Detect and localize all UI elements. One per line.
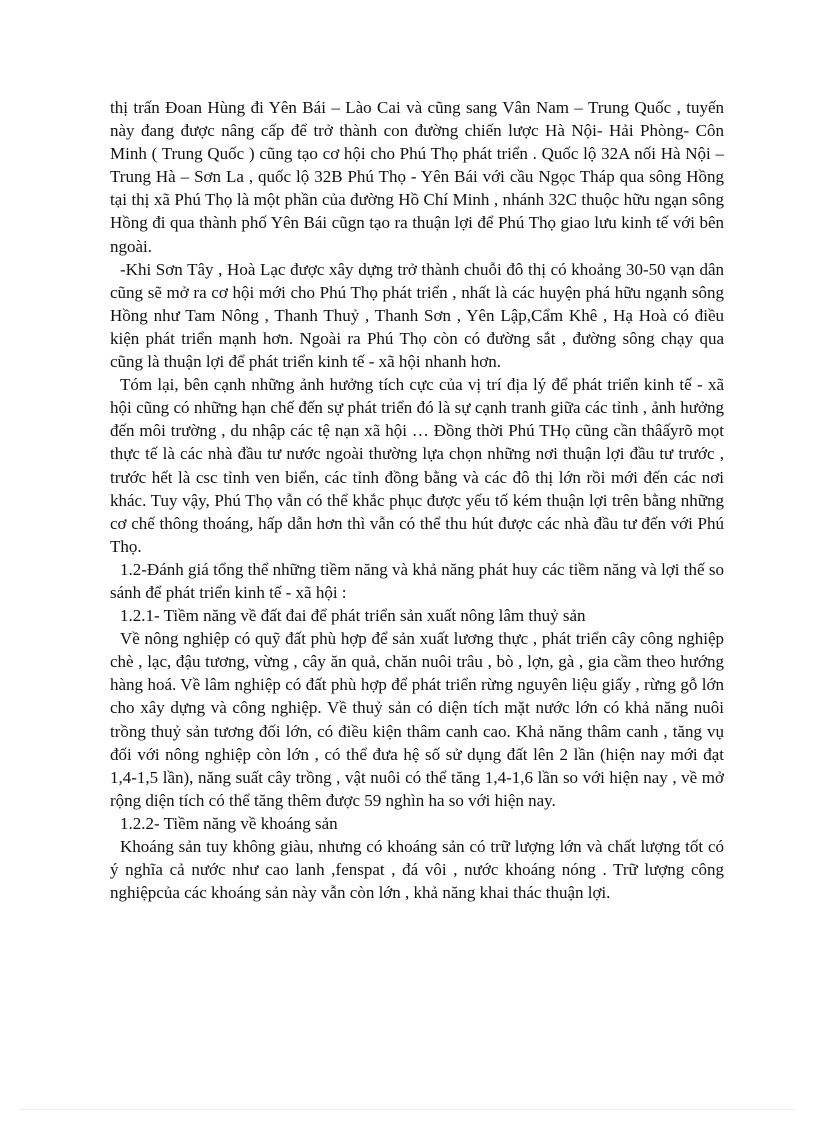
paragraph-summary: Tóm lại, bên cạnh những ảnh hưởng tích cực của vị trí địa lý để phát triển kinh tế - xã hội cũng có những hạn chế đến sự phát triển đó là sự cạnh tranh giữa các tỉnh , ảnh hưởng đến môi trường , du nhập các tệ nạn xã hội … Đồng thời Phú THọ cũng cần thâấyrõ mọt thực tế là các nhà đầu tư nước ngoài thường lựa chọn những nơi thuận lợi đầu tư trước , trước hết là csc tỉnh ven biển, các tỉnh đồng bằng và các đô thị lớn rồi mới đến các nơi khác. Tuy vậy, Phú Thọ vẫn có thể khắc phục được yếu tố kém thuận lợi trên bằng những cơ chế thông thoáng, hấp dẫn hơn thì vẫn có thể thu hút được các nhà đầu tư đến với Phú Thọ. [110,375,724,556]
paragraph-son-tay-hoa-lac: -Khi Sơn Tây , Hoà Lạc được xây dựng trở thành chuỗi đô thị có khoảng 30-50 vạn dân cũng sẽ mở ra cơ hội mới cho Phú Thọ phát triển , nhất là các huyện phá hữu ngạnh sông Hồng như Tam Nông , Thanh Thuỷ , Thanh Sơn , Yên Lập,Cẩm Khê , Hạ Hoà có điều kiện phát triển mạnh hơn. Ngoài ra Phú Thọ còn có đường sắt , đường sông chạy qua cũng là thuận lợi để phát triển kinh tế - xã hội nhanh hơn. [110,259,724,372]
paragraph-land-potential: Về nông nghiệp có quỹ đất phù hợp để sản xuất lương thực , phát triển cây công nghiệp chè , lạc, đậu tương, vừng , cây ăn quả, chăn nuôi trâu , bò , lợn, gà , gia cầm theo hướng hàng hoá. Về lâm nghiệp có đất phù hợp để phát triển rừng nguyên liệu giấy , rừng gỗ lớn cho xây dựng và công nghiệp. Về thuỷ sản có diện tích mặt nước lớn có khả năng nuôi trồng thuỷ sản tương đối lớn, có điều kiện thâm canh cao. Khả năng thâm canh , tăng vụ đối với nông nghiệp còn lớn , có thể đưa hệ số sử dụng đất lên 2 lần (hiện nay mới đạt 1,4-1,5 lần), năng suất cây trồng , vật nuôi có thể tăng 1,4-1,6 lần so với hiện nay , về mở rộng diện tích có thể tăng thêm được 59 nghìn ha so với hiện nay. [110,629,724,810]
section-heading-1-2: 1.2-Đánh giá tổng thể những tiềm năng và khả năng phát huy các tiềm năng và lợi thế so sánh để phát triển kinh tế - xã hội : [110,559,724,602]
paragraph-mineral-potential: Khoáng sản tuy không giàu, nhưng có khoáng sản có trữ lượng lớn và chất lượng tốt có ý nghĩa cả nước như cao lanh ,fenspat , đá vôi , nước khoáng nóng . Trữ lượng công nghiệpcủa các khoáng sản này vẫn còn lớn , khả năng khai thác thuận lợi. [110,837,724,903]
subsection-heading-1-2-2: 1.2.2- Tiềm năng về khoáng sản [120,813,338,833]
subsection-heading-1-2-1: 1.2.1- Tiềm năng về đất đai để phát triển sản xuất nông lâm thuỷ sản [120,606,586,626]
page-bottom-divider [20,1109,796,1110]
document-page [110,96,724,904]
paragraph-transport-routes: thị trấn Đoan Hùng đi Yên Bái – Lào Cai và cũng sang Vân Nam – Trung Quốc , tuyến này đang được nâng cấp để trở thành con đường chiến lược Hà Nội- Hải Phòng- Côn Minh ( Trung Quốc ) cũng tạo cơ hội cho Phú Thọ phát triển . Quốc lộ 32A nối Hà Nội –Trung Hà – Sơn La , quốc lộ 32B Phú Thọ - Yên Bái với cầu Ngọc Tháp qua sông Hồng tại thị xã Phú Thọ là một phần của đường Hồ Chí Minh , nhánh 32C thuộc hữu ngạn sông Hồng đi qua thành phố Yên Bái cũgn tạo ra thuận lợi để Phú Thọ giao lưu kinh tế với bên ngoài. [110,98,724,256]
